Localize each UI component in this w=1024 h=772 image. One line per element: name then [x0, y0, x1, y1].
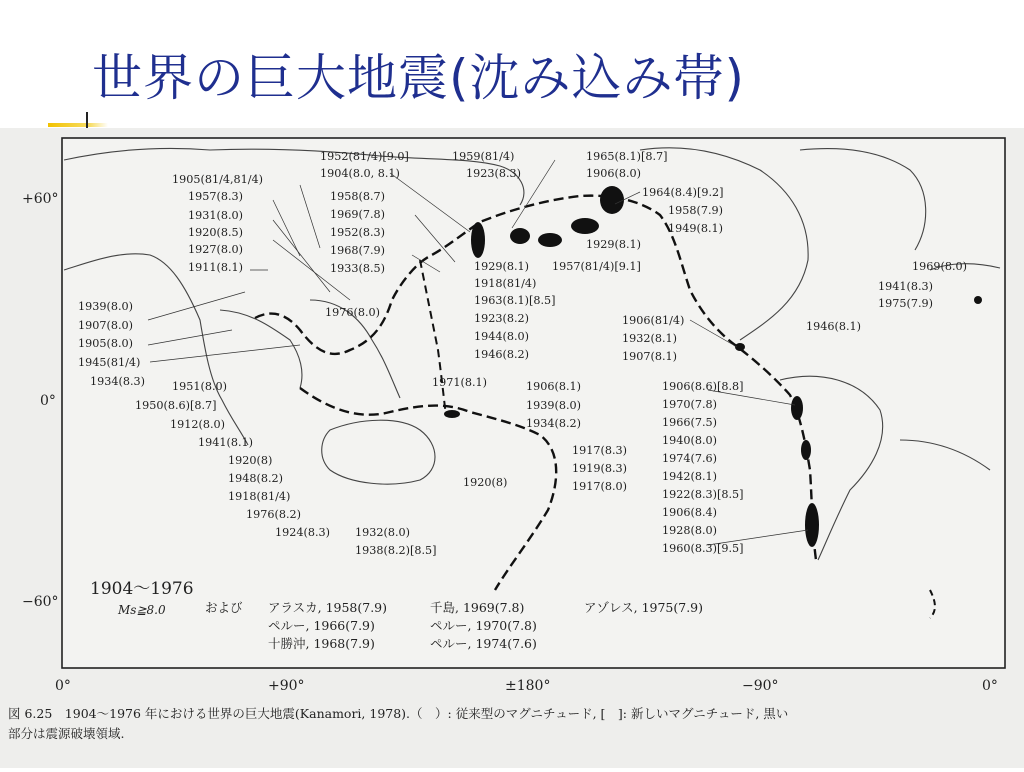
quake-label: 1939(8.0)	[78, 300, 133, 313]
legend-item: ペルー, 1966(7.9)	[268, 618, 375, 633]
quake-label: 1944(8.0)	[474, 330, 529, 343]
legend-magnitude-threshold: Ms≧8.0	[118, 603, 166, 617]
quake-label: 1963(8.1)[8.5]	[474, 294, 556, 307]
legend-item: ペルー, 1970(7.8)	[430, 618, 537, 633]
quake-label: 1929(8.1)	[586, 238, 641, 251]
quake-label: 1957(81/4)[9.1]	[552, 260, 641, 273]
rupture-peru-south	[801, 440, 811, 460]
rupture-chile	[805, 503, 819, 547]
quake-label: 1919(8.3)	[572, 462, 627, 475]
title-accent-bar	[48, 123, 108, 127]
rupture-peru	[791, 396, 803, 420]
quake-label: 1904(8.0, 8.1)	[320, 167, 400, 180]
quake-label: 1927(8.0)	[188, 243, 243, 256]
quake-label: 1917(8.0)	[572, 480, 627, 493]
quake-label: 1976(8.2)	[246, 508, 301, 521]
quake-label: 1923(8.2)	[474, 312, 529, 325]
quake-label: 1906(8.4)	[662, 506, 717, 519]
quake-label: 1934(8.3)	[90, 375, 145, 388]
quake-label: 1938(8.2)[8.5]	[355, 544, 437, 557]
slide-title: 世界の巨大地震(沈み込み帯)	[92, 49, 746, 107]
legend-item: アラスカ, 1958(7.9)	[268, 600, 388, 615]
legend-item: アゾレス, 1975(7.9)	[584, 600, 704, 615]
rupture-aleutian-east	[571, 218, 599, 234]
quake-label: 1920(8)	[228, 454, 273, 467]
quake-label: 1946(8.1)	[806, 320, 861, 333]
quake-label: 1905(8.0)	[78, 337, 133, 350]
quake-label: 1906(8.0)	[586, 167, 641, 180]
quake-label: 1906(81/4)	[622, 314, 685, 327]
quake-label: 1965(8.1)[8.7]	[586, 150, 668, 163]
lon-tick-label: 0°	[982, 678, 998, 694]
quake-label: 1933(8.5)	[330, 262, 385, 275]
rupture-new-guinea	[444, 410, 460, 418]
quake-label: 1941(8.1)	[198, 436, 253, 449]
quake-label: 1974(7.6)	[662, 452, 717, 465]
rupture-aleutian-mid	[538, 233, 562, 247]
lat-tick-label: −60°	[22, 594, 59, 610]
lat-tick-label: 0°	[40, 393, 56, 409]
quake-label: 1964(8.4)[9.2]	[642, 186, 724, 199]
quake-label: 1945(81/4)	[78, 356, 141, 369]
quake-label: 1931(8.0)	[188, 209, 243, 222]
quake-label: 1948(8.2)	[228, 472, 283, 485]
quake-label: 1952(8.3)	[330, 226, 385, 239]
quake-label: 1951(8.0)	[172, 380, 227, 393]
legend-item: 十勝沖, 1968(7.9)	[268, 636, 375, 651]
lon-tick-label: 0°	[55, 678, 71, 694]
quake-label: 1932(8.1)	[622, 332, 677, 345]
quake-label: 1975(7.9)	[878, 297, 933, 310]
quake-label: 1959(81/4)	[452, 150, 515, 163]
quake-label: 1940(8.0)	[662, 434, 717, 447]
quake-label: 1952(81/4)[9.0]	[320, 150, 409, 163]
rupture-alaska	[600, 186, 624, 214]
lon-tick-label: ±180°	[505, 678, 551, 694]
quake-label: 1924(8.3)	[275, 526, 330, 539]
quake-label: 1923(8.3)	[466, 167, 521, 180]
quake-label: 1968(7.9)	[330, 244, 385, 257]
title-accent-tick	[86, 112, 88, 128]
quake-label: 1917(8.3)	[572, 444, 627, 457]
quake-label: 1906(8.6)[8.8]	[662, 380, 744, 393]
quake-label: 1970(7.8)	[662, 398, 717, 411]
figure-caption-line2: 部分は震源破壊領域.	[8, 726, 125, 741]
quake-label: 1960(8.3)[9.5]	[662, 542, 744, 555]
quake-label: 1958(7.9)	[668, 204, 723, 217]
earthquake-map-svg	[0, 128, 1024, 768]
longitude-axis	[55, 678, 998, 694]
quake-label: 1929(8.1)	[474, 260, 529, 273]
quake-label: 1922(8.3)[8.5]	[662, 488, 744, 501]
quake-label: 1907(8.1)	[622, 350, 677, 363]
legend-years: 1904〜1976	[90, 579, 194, 599]
quake-label: 1928(8.0)	[662, 524, 717, 537]
quake-label: 1958(8.7)	[330, 190, 385, 203]
quake-label: 1950(8.6)[8.7]	[135, 399, 217, 412]
lon-tick-label: −90°	[742, 678, 779, 694]
quake-label: 1949(8.1)	[668, 222, 723, 235]
rupture-azores	[974, 296, 982, 304]
quake-label: 1946(8.2)	[474, 348, 529, 361]
legend-item: ペルー, 1974(7.6)	[430, 636, 537, 651]
quake-label: 1920(8)	[463, 476, 508, 489]
earthquake-map-figure	[0, 128, 1024, 768]
quake-label: 1932(8.0)	[355, 526, 410, 539]
quake-label: 1912(8.0)	[170, 418, 225, 431]
quake-label: 1905(81/4,81/4)	[172, 173, 264, 186]
quake-label: 1969(8.0)	[912, 260, 967, 273]
legend-item: 千島, 1969(7.8)	[430, 600, 525, 615]
quake-label: 1934(8.2)	[526, 417, 581, 430]
quake-label: 1957(8.3)	[188, 190, 243, 203]
quake-label: 1920(8.5)	[188, 226, 243, 239]
lon-tick-label: +90°	[268, 678, 305, 694]
rupture-aleutian-west	[510, 228, 530, 244]
quake-label: 1969(7.8)	[330, 208, 385, 221]
quake-label: 1939(8.0)	[526, 399, 581, 412]
quake-label: 1918(81/4)	[228, 490, 291, 503]
quake-label: 1942(8.1)	[662, 470, 717, 483]
quake-label: 1971(8.1)	[432, 376, 487, 389]
latitude-axis	[22, 191, 59, 610]
rupture-kamchatka	[471, 222, 485, 258]
quake-label: 1907(8.0)	[78, 319, 133, 332]
quake-label: 1976(8.0)	[325, 306, 380, 319]
quake-label: 1911(8.1)	[188, 261, 243, 274]
quake-label: 1906(8.1)	[526, 380, 581, 393]
quake-label: 1966(7.5)	[662, 416, 717, 429]
lat-tick-label: +60°	[22, 191, 59, 207]
quake-label: 1918(81/4)	[474, 277, 537, 290]
quake-label: 1941(8.3)	[878, 280, 933, 293]
legend-also-label: および	[205, 600, 243, 615]
figure-caption-line1: 図 6.25 1904〜1976 年における世界の巨大地震(Kanamori, 1978).（ ）: 従来型のマグニチュード, [ ]: 新しいマグニチュード, 黒い	[8, 706, 789, 721]
